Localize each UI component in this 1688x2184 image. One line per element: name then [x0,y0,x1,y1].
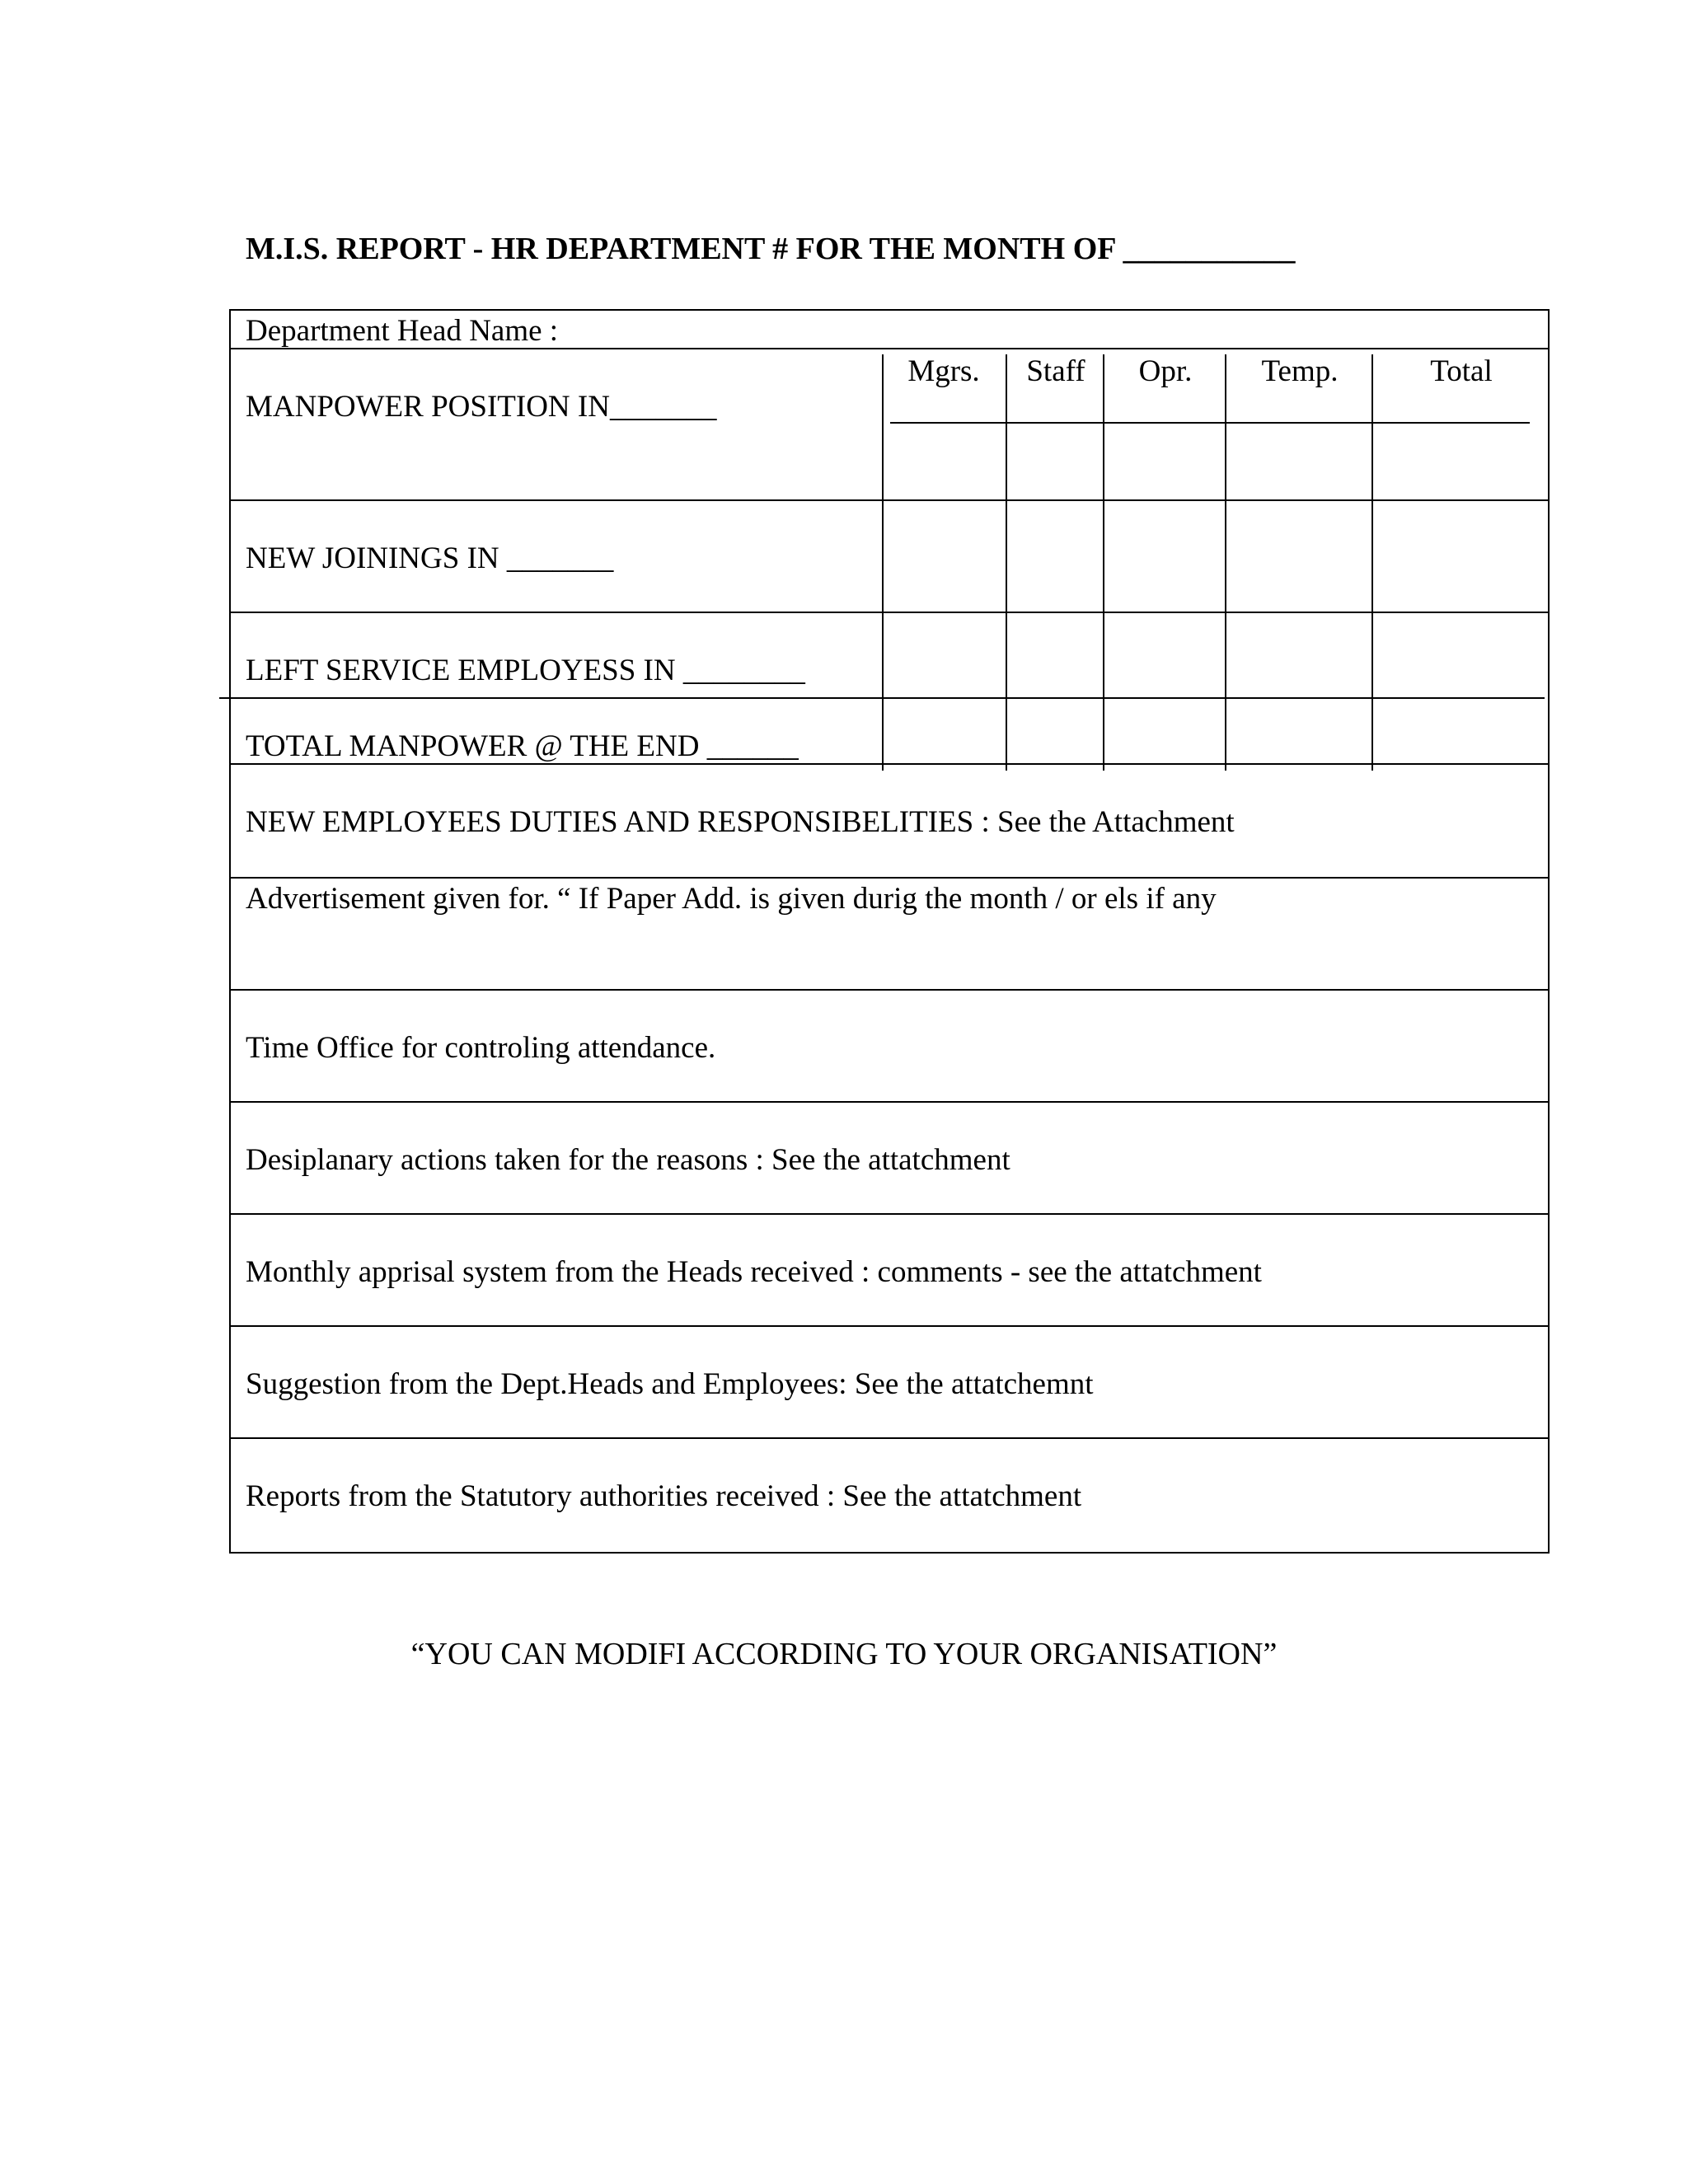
column-divider [1225,354,1226,771]
divider [229,1101,1550,1103]
column-header-staff: Staff [1026,354,1085,388]
row-label-total-manpower: TOTAL MANPOWER @ THE END ______ [246,729,799,763]
divider [229,1437,1550,1439]
column-divider [1372,354,1373,771]
footer-note: “YOU CAN MODIFI ACCORDING TO YOUR ORGANISATION” [410,1637,1278,1671]
divider [219,697,1545,699]
divider [229,763,1550,765]
row-label-new-joinings: NEW JOININGS IN _______ [246,541,614,575]
divider [229,1325,1550,1327]
column-header-total: Total [1430,354,1493,388]
row-label-manpower-position: MANPOWER POSITION IN_______ [246,390,717,424]
department-head-label: Department Head Name : [246,314,559,348]
row-label-left-service: LEFT SERVICE EMPLOYESS IN ________ [246,654,805,687]
column-header-opr: Opr. [1138,354,1193,388]
item-monthly-appraisal: Monthly apprisal system from the Heads received : comments - see the attatchment [246,1255,1262,1289]
column-divider [1006,354,1007,771]
column-header-mgrs: Mgrs. [907,354,980,388]
report-title: M.I.S. REPORT - HR DEPARTMENT # FOR THE MONTH OF ___________ [246,232,1296,266]
divider [229,612,1550,613]
divider [229,1213,1550,1215]
divider [229,877,1550,879]
column-divider [1103,354,1104,771]
item-suggestions: Suggestion from the Dept.Heads and Employees: See the attatchemnt [246,1367,1094,1401]
item-advertisement: Advertisement given for. “ If Paper Add. is given durig the month / or els if any [246,882,1217,916]
divider [229,499,1550,501]
item-time-office: Time Office for controling attendance. [246,1031,716,1065]
header-underline [1373,422,1530,424]
item-disciplinary-actions: Desiplanary actions taken for the reasons : See the attatchment [246,1143,1010,1177]
column-header-temp: Temp. [1261,354,1339,388]
item-statutory-reports: Reports from the Statutory authorities received : See the attatchment [246,1479,1082,1513]
item-new-employees-duties: NEW EMPLOYEES DUTIES AND RESPONSIBELITIES : See the Attachment [246,805,1235,839]
divider [229,348,1550,349]
divider [229,989,1550,991]
column-divider [882,354,884,771]
